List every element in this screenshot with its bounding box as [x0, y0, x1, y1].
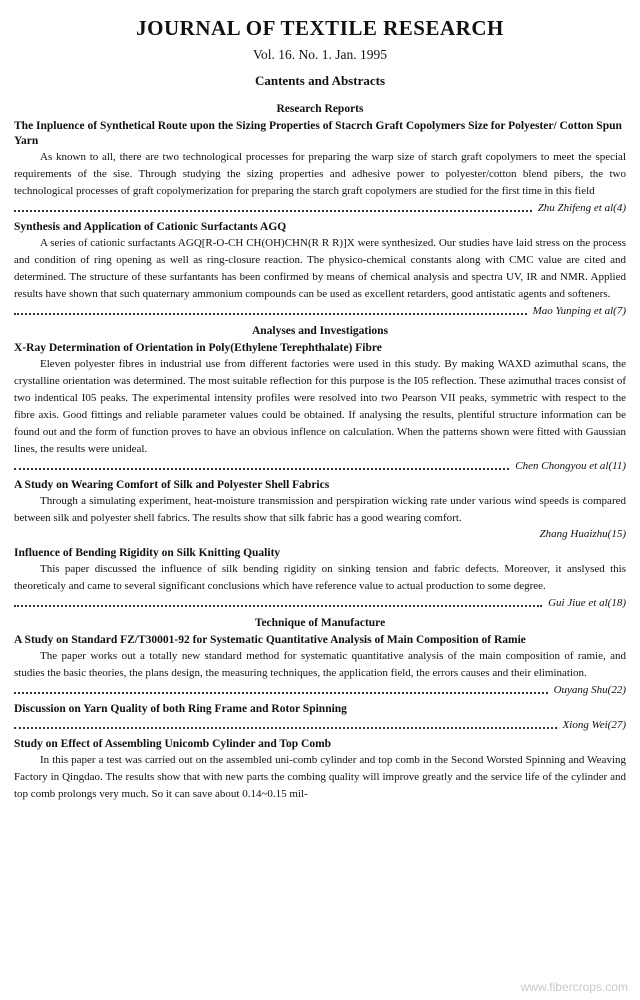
section-heading: Analyses and Investigations [251, 325, 389, 337]
article-abstract: Eleven polyester fibres in industrial use from different factories were used in this study. By making WAXD azimuthal scans, the crystalline orientation was determined. The most suitable reflection for this purpose is the I05 reflection. These azimuthal traces consist of two indentical I05 peaks. The experimental intensity profiles were resolved into two Pearson VII peaks, symmetric with respect to the fibre axis. Good fittings and reliable parameter values could be obtained. If analysing the results, plentiful structure information can be found out and the form of function proves to have an obvious inflence on calculation. When the patterns shown were fitted with Gaussian lines, the results were unideal. [14, 358, 626, 455]
dotted-leader [14, 468, 509, 470]
article-title: A Study on Wearing Comfort of Silk and Polyester Shell Fabrics [14, 479, 330, 491]
article-author: Chen Chongyou et al(11) [515, 460, 626, 472]
author-line [14, 459, 626, 474]
dotted-leader [14, 313, 527, 315]
dotted-leader [14, 692, 548, 694]
dotted-leader [14, 210, 532, 212]
article-title: Synthesis and Application of Cationic Surfactants AGQ [14, 221, 287, 233]
article-author: Xiong Wei(27) [562, 719, 626, 731]
article-author: Gui Jiue et al(18) [548, 597, 626, 609]
article-abstract: A series of cationic surfactants AGQ[R-O-CH CH(OH)CHN(R R R)]X were synthesized. Our studies have laid stress on the process and condition of ring opening as well as ring-closure reaction. The physico-chemical constants along with CMC value are cited and determined. The structure of these surfantants has been confirmed by means of chemical analysis and spectra UV, IR and NMR. Applied results have shown that such quaternary ammonium compounds can be used as excellent retarders, good antistatic agents and softeners. [14, 237, 626, 300]
article-entry [14, 478, 626, 542]
article-title: The Inpluence of Synthetical Route upon the Sizing Properties of Stacrch Graft Copolymers Size for Polyester/ Cotton Spun Yarn [14, 120, 622, 147]
article-title: A Study on Standard FZ/T30001-92 for Systematic Quantitative Analysis of Main Composition of Ramie [14, 634, 526, 646]
article-author: Ouyang Shu(22) [553, 684, 626, 696]
issue-line: Vol. 16. No. 1. Jan. 1995 [252, 47, 387, 62]
article-entry [14, 341, 626, 474]
article-abstract: As known to all, there are two technological processes for preparing the warp size of starch graft copolymers to meet the special requirements of the sise. Through studying the sizing properties and adhesive power to polyester/cotton blend pibers, the two technological processes of graft copolymerization for preparing the starch graft copolymers are studied for the first time in this field [14, 151, 626, 197]
article-title: Study on Effect of Assembling Unicomb Cylinder and Top Comb [14, 738, 332, 750]
article-author: Zhu Zhifeng et al(4) [537, 202, 626, 214]
dotted-leader [14, 605, 542, 607]
author-line [14, 304, 626, 319]
contents-title: Cantents and Abstracts [254, 73, 385, 88]
section-heading: Technique of Manufacture [254, 617, 386, 629]
article-author: Zhang Huaizhu(15) [539, 528, 626, 540]
author-line [14, 683, 626, 698]
dotted-leader [14, 727, 557, 729]
article-author: Mao Yunping et al(7) [532, 305, 626, 317]
article-abstract: This paper discussed the influence of silk bending rigidity on sinking tension and fabric defects. Moreover, it anslysed this theoreticaly and came to several significant conclusions which have reference value to actual production to some degree. [14, 563, 626, 592]
article-entry [14, 546, 626, 611]
author-line [14, 596, 626, 611]
journal-title: JOURNAL OF TEXTILE RESEARCH [136, 16, 504, 40]
article-abstract: In this paper a test was carried out on the assembled uni-comb cylinder and top comb in the Second Worsted Spinning and Weaving Factory in Qingdao. The results show that with new parts the combing quality will improve greatly and the service life of the cylinder and top comb prolongs very much. So it can save about 0.14~0.15 mil- [14, 754, 626, 800]
article-abstract: Through a simulating experiment, heat-moisture transmission and perspiration wicking rate under various wind speeds is compared between silk and polyester shell fabrics. The results show that silk fabric has a good wearing comfort. [14, 495, 626, 524]
article-entry [14, 702, 626, 733]
article-title: Discussion on Yarn Quality of both Ring Frame and Rotor Spinning [14, 703, 347, 715]
watermark: www.fibercrops.com [520, 980, 628, 994]
article-entry [14, 633, 626, 698]
section-heading: Research Reports [276, 103, 364, 115]
article-title: X-Ray Determination of Orientation in Poly(Ethylene Terephthalate) Fibre [14, 342, 382, 354]
article-title: Influence of Bending Rigidity on Silk Knitting Quality [14, 547, 281, 559]
contents-list [14, 103, 626, 803]
author-line [14, 201, 626, 216]
article-entry [14, 119, 626, 216]
author-line [14, 718, 626, 733]
article-abstract: The paper works out a totally new standard method for systematic quantitative analysis of the main composition of ramie, and studies the basic theories, the plans design, the measuring techniques, the application field, the errors causes and their elimination. [14, 650, 626, 679]
article-entry [14, 220, 626, 319]
article-entry [14, 737, 626, 803]
